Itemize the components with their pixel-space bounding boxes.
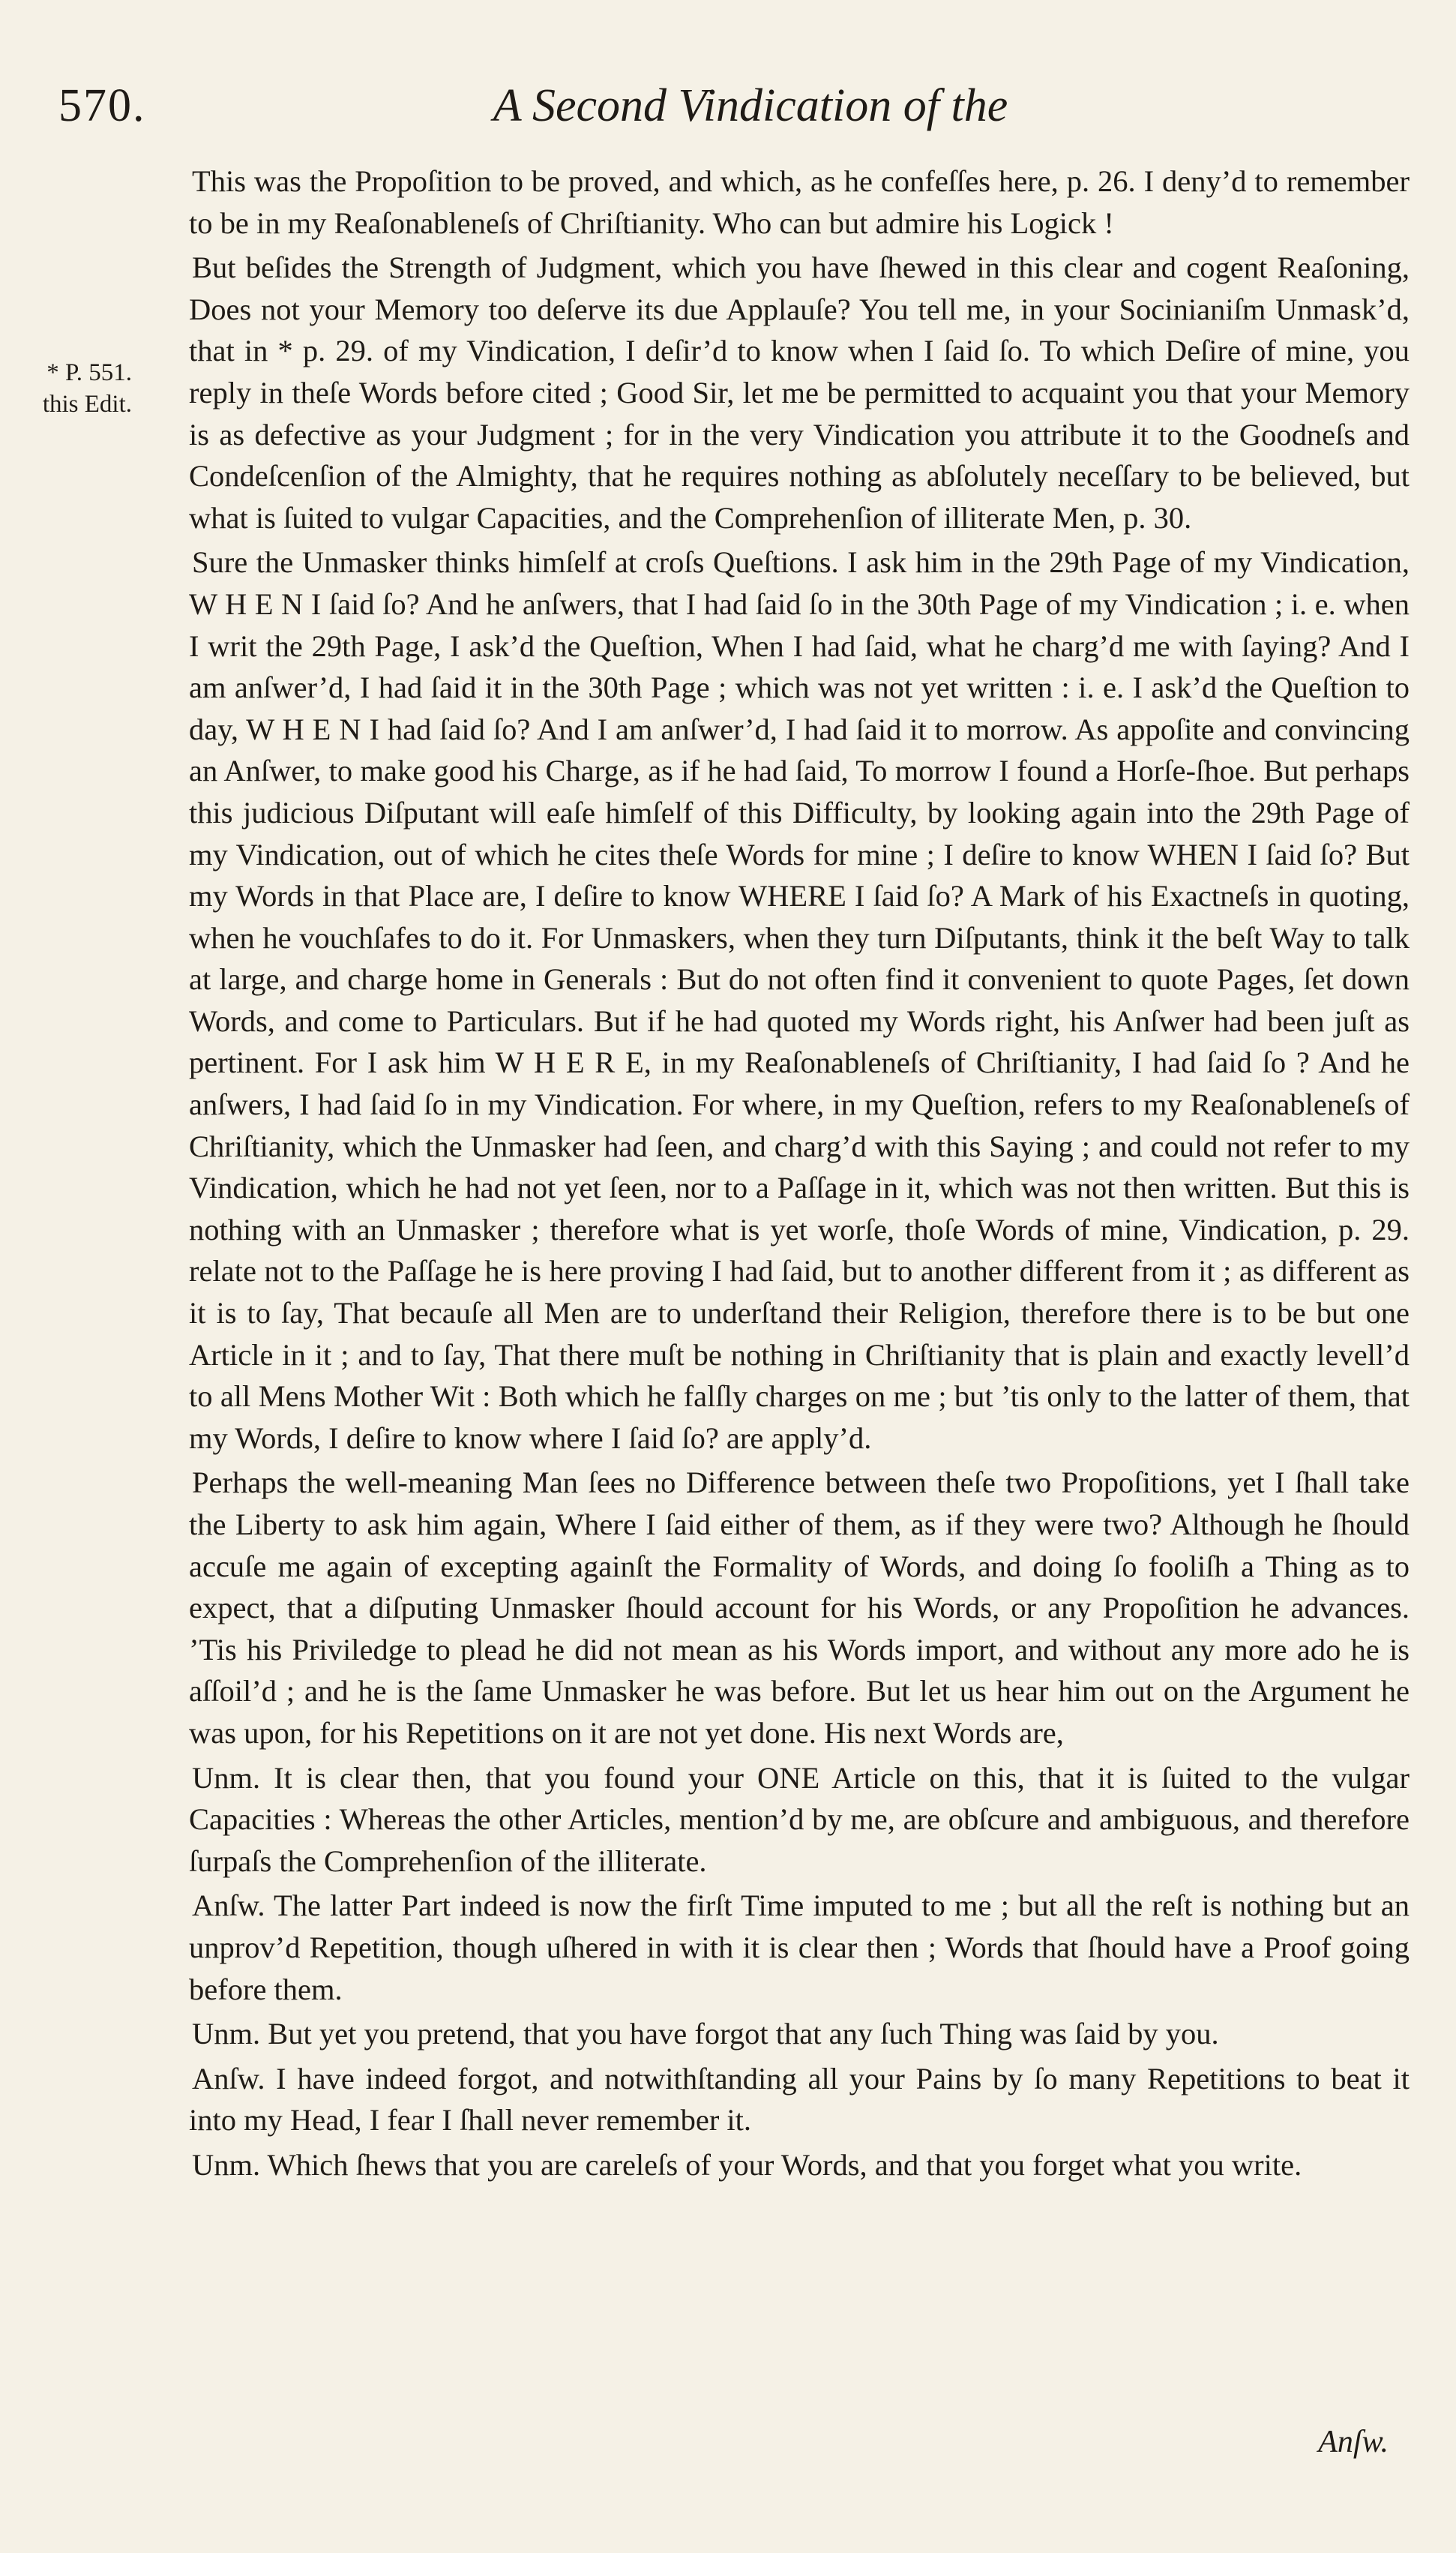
paragraph: Unm. It is clear then, that you found your ONE Article on this, that it is ſuited to the vulgar Capacities : Whereas the other Articles, mention’d by me, are obſcure and ambiguous, and therefore ſurpaſs the Comprehenſion of the illiterate. bbox=[189, 1760, 1410, 1878]
margin-note-edition: this Edit. bbox=[42, 391, 132, 418]
catchword: Anſw. bbox=[1318, 2425, 1389, 2459]
running-title: A Second Vindication of the bbox=[493, 80, 1008, 131]
paragraph: Perhaps the well-meaning Man ſees no Difference between theſe two Propoſitions, yet I ſhall take the Liberty to ask him again, Where I ſaid either of them, as if they were two? Although he ſhould accuſe me again of excepting againſt the Formality of Words, and doing ſo fooliſh a Thing as to expect, that a diſputing Unmasker ſhould account for his Words, or any Propoſition he advances. ’Tis his Priviledge to plead he did not mean as his Words import, and without any more ado he is aſſoil’d ; and he is the ſame Unmasker he was before. But let us hear him out on the Argument he was upon, for his Repetitions on it are not yet done. His next Words are, bbox=[189, 1466, 1410, 1750]
margin-note-ref: * P. 551. bbox=[46, 359, 132, 386]
page-number: 570. bbox=[58, 80, 146, 131]
paragraph: Sure the Unmasker thinks himſelf at croſs Queſtions. I ask him in the 29th Page of my Vindication, W H E N I ſaid ſo? And he anſwers, that I had ſaid ſo in the 30th Page of my Vindication ; i. e. when I writ the 29th Page, I ask’d the Queſtion, When I had ſaid, what he charg’d me with ſaying? And I am anſwer’d, I had ſaid it in the 30th Page ; which was not yet written : i. e. I ask’d the Queſtion to day, W H E N I had ſaid ſo? And I am anſwer’d, I had ſaid it to morrow. As appoſite and convincing an Anſwer, to make good his Charge, as if he had ſaid, To morrow I found a Horſe-ſhoe. But perhaps this judicious Diſputant will eaſe himſelf of this Difficulty, by looking again into the 29th Page of my Vindication, out of which he cites theſe Words for mine ; I deſire to know WHEN I ſaid ſo? But my Words in that Place are, I deſire to know WHERE I ſaid ſo? A Mark of his Exactneſs in quoting, when he vouchſafes to do it. For Unmaskers, when they turn Diſputants, think it the beſt Way to talk at large, and charge home in Generals : But do not often find it convenient to quote Pages, ſet down Words, and come to Particulars. But if he had quoted my Words right, his Anſwer had been juſt as pertinent. For I ask him W H E R E, in my Reaſonableneſs of Chriſtianity, I had ſaid ſo ? And he anſwers, I had ſaid ſo in my Vindication. For where, in my Queſtion, refers to my Reaſonableneſs of Chriſtianity, which the Unmasker had ſeen, and charg’d with this Saying ; and could not refer to my Vindication, which he had not yet ſeen, nor to a Paſſage in it, which was not then written. But this is nothing with an Unmasker ; therefore what is yet worſe, thoſe Words of mine, Vindication, p. 29. relate not to the Paſſage he is here proving I had ſaid, but to another different from it ; as different as it is to ſay, That becauſe all Men are to underſtand their Religion, therefore there is to be but one Article in it ; and to ſay, That there muſt be nothing in Chriſtianity that is plain and exactly levell’d to all Mens Mother Wit : Both which he falſly charges on me ; but ’tis only to the latter of them, that my Words, I deſire to know where I ſaid ſo? are apply’d. bbox=[189, 545, 1410, 1455]
paragraph: But beſides the Strength of Judgment, which you have ſhewed in this clear and cogent Reaſoning, Does not your Memory too deſerve its due Applauſe? You tell me, in your Socinianiſm Unmask’d, that in * p. 29. of my Vindication, I deſir’d to know when I ſaid ſo. To which Deſire of mine, you reply in theſe Words before cited ; Good Sir, let me be permitted to acquaint you that your Memory is as defective as your Judgment ; for in the very Vindication you attribute it to the Goodneſs and Condeſcenſion of the Almighty, that he requires nothing as abſolutely neceſſary to be believed, but what is ſuited to vulgar Capacities, and the Comprehenſion of illiterate Men, p. 30. bbox=[189, 250, 1410, 535]
paragraph: Anſw. I have indeed forgot, and notwithſtanding all your Pains by ſo many Repetitions to beat it into my Head, I fear I ſhall never remember it. bbox=[189, 2061, 1410, 2138]
paragraph: This was the Propoſition to be proved, and which, as he confeſſes here, p. 26. I deny’d to remember to be in my Reaſonableneſs of Chriſtianity. Who can but admire his Logick ! bbox=[189, 164, 1410, 240]
paragraph: Unm. Which ſhews that you are careleſs of your Words, and that you forget what you write. bbox=[192, 2147, 1302, 2182]
body-text bbox=[189, 160, 1410, 2189]
paragraph: Unm. But yet you pretend, that you have forgot that any ſuch Thing was ſaid by you. bbox=[192, 2017, 1219, 2051]
paragraph: Anſw. The latter Part indeed is now the firſt Time imputed to me ; but all the reſt is nothing but an unprov’d Repetition, though uſhered in with it is clear then ; Words that ſhould have a Proof going before them. bbox=[189, 1888, 1410, 2006]
margin-note bbox=[4, 357, 132, 420]
